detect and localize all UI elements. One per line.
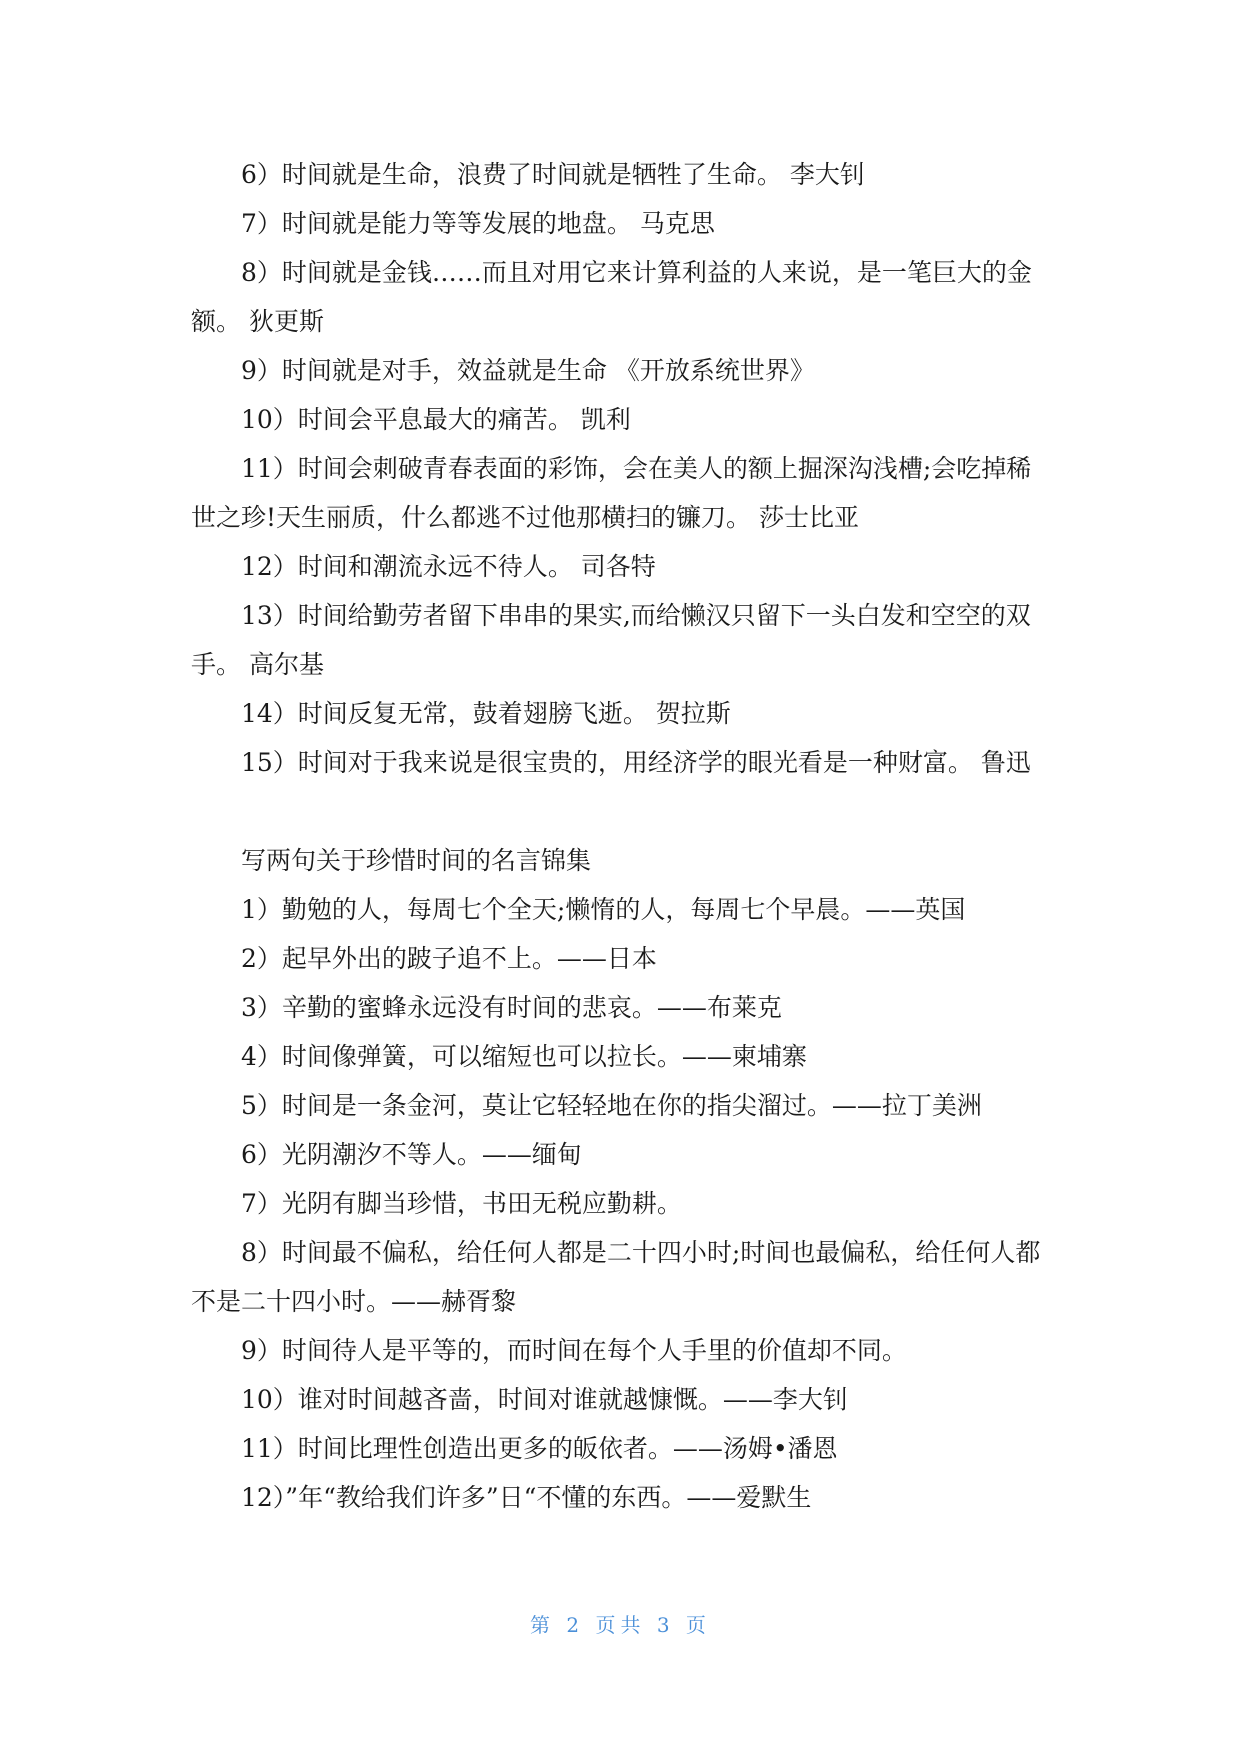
quote-item: 9）时间就是对手，效益就是生命 《开放系统世界》 <box>241 356 815 385</box>
page-number-footer: 第 2 页共 3 页 <box>530 1613 711 1637</box>
quote-item: 6）时间就是生命，浪费了时间就是牺牲了生命。 李大钊 <box>241 160 865 189</box>
quote-item: 1）勤勉的人，每周七个全天;懒惰的人，每周七个早晨。——英国 <box>241 895 966 924</box>
quote-item: 15）时间对于我来说是很宝贵的，用经济学的眼光看是一种财富。 鲁迅 <box>241 748 1031 777</box>
quote-item: 14）时间反复无常，鼓着翅膀飞逝。 贺拉斯 <box>241 699 731 728</box>
quote-item: 12）”年“教给我们许多”日“不懂的东西。——爱默生 <box>241 1483 812 1512</box>
quote-item: 4）时间像弹簧，可以缩短也可以拉长。——柬埔寨 <box>241 1042 807 1071</box>
quote-item: 8）时间最不偏私，给任何人都是二十四小时;时间也最偏私，给任何人都不是二十四小时。——赫胥黎 <box>191 1238 1041 1316</box>
quote-item: 7）光阴有脚当珍惜，书田无税应勤耕。 <box>241 1189 682 1218</box>
section-gap <box>191 787 1056 836</box>
quote-item: 10）时间会平息最大的痛苦。 凯利 <box>241 405 631 434</box>
quote-item: 13）时间给勤劳者留下串串的果实,而给懒汉只留下一头白发和空空的双手。 高尔基 <box>191 601 1031 679</box>
section-heading: 写两句关于珍惜时间的名言锦集 <box>241 846 592 875</box>
quote-list-2 <box>191 885 1056 1522</box>
quote-item: 9）时间待人是平等的，而时间在每个人手里的价值却不同。 <box>241 1336 907 1365</box>
quote-item: 6）光阴潮汐不等人。——缅甸 <box>241 1140 582 1169</box>
quote-item: 7）时间就是能力等等发展的地盘。 马克思 <box>241 209 715 238</box>
quote-item: 3）辛勤的蜜蜂永远没有时间的悲哀。——布莱克 <box>241 993 782 1022</box>
quote-item: 11）时间比理性创造出更多的皈依者。——汤姆•潘恩 <box>241 1434 838 1463</box>
quote-list-1 <box>191 150 1056 787</box>
quote-item: 5）时间是一条金河，莫让它轻轻地在你的指尖溜过。——拉丁美洲 <box>241 1091 982 1120</box>
quote-item: 12）时间和潮流永远不待人。 司各特 <box>241 552 656 581</box>
quote-item: 2）起早外出的跛子追不上。——日本 <box>241 944 657 973</box>
quote-item: 8）时间就是金钱……而且对用它来计算利益的人来说，是一笔巨大的金额。 狄更斯 <box>191 258 1032 336</box>
document-body <box>191 150 1056 1522</box>
quote-item: 10）谁对时间越吝啬，时间对谁就越慷慨。——李大钊 <box>241 1385 848 1414</box>
quote-item: 11）时间会刺破青春表面的彩饰，会在美人的额上掘深沟浅槽;会吃掉稀世之珍!天生丽质，什么都逃不过他那横扫的镰刀。 莎士比亚 <box>191 454 1032 532</box>
